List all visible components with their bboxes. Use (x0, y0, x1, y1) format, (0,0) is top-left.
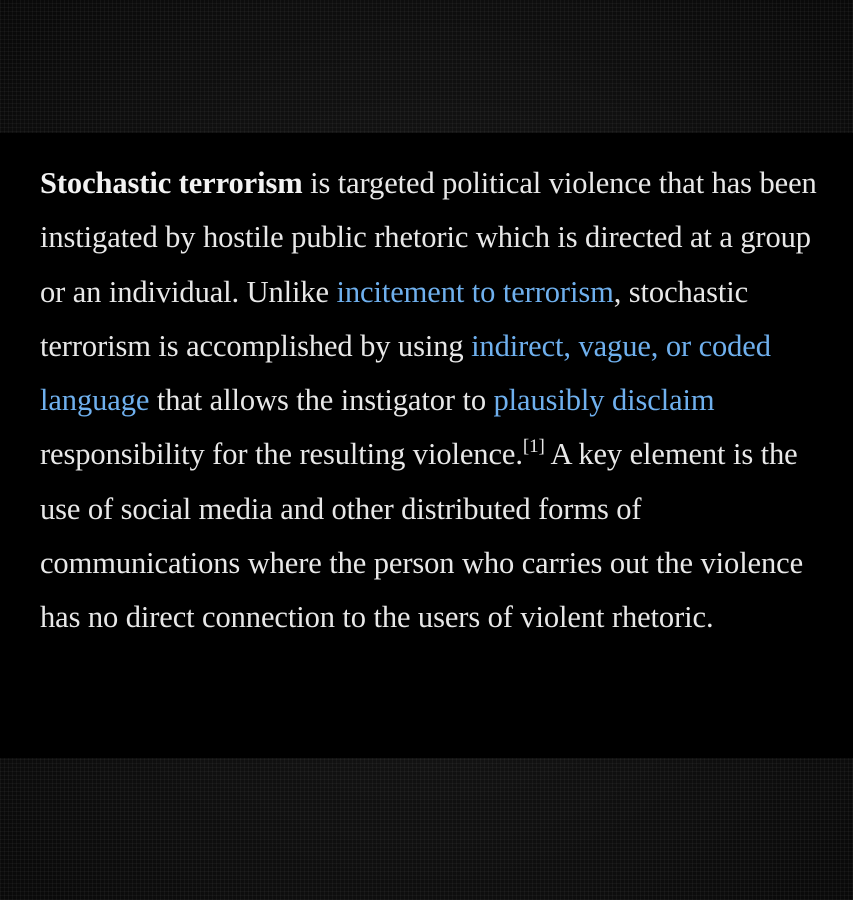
article-panel (0, 133, 853, 758)
article-text-segment-3: that allows the instigator to (149, 383, 494, 418)
link-coded-language[interactable]: indirect, vague, or coded language (40, 328, 771, 418)
link-incitement-to-terrorism[interactable]: incitement to terrorism (336, 274, 614, 309)
article-text-segment-2: , stochastic terrorism is accomplished by using (40, 274, 749, 363)
reference-1[interactable]: [1] (522, 436, 545, 458)
link-plausibly-disclaim[interactable]: plausibly disclaim (493, 383, 715, 418)
article-text-segment-4: responsibility for the resulting violence. (40, 437, 523, 472)
article-text-segment-5: A key element is the use of social media and other distributed forms of communications where the person who carries out the violence has no direct connection to the users of violent rhetoric. (40, 437, 804, 635)
article-paragraph (40, 156, 823, 645)
article-text-segment-1: is targeted political violence that has been instigated by hostile public rhetoric which is directed at a group or an individual. Unlike (40, 166, 817, 309)
article-term: Stochastic terrorism (40, 166, 303, 200)
